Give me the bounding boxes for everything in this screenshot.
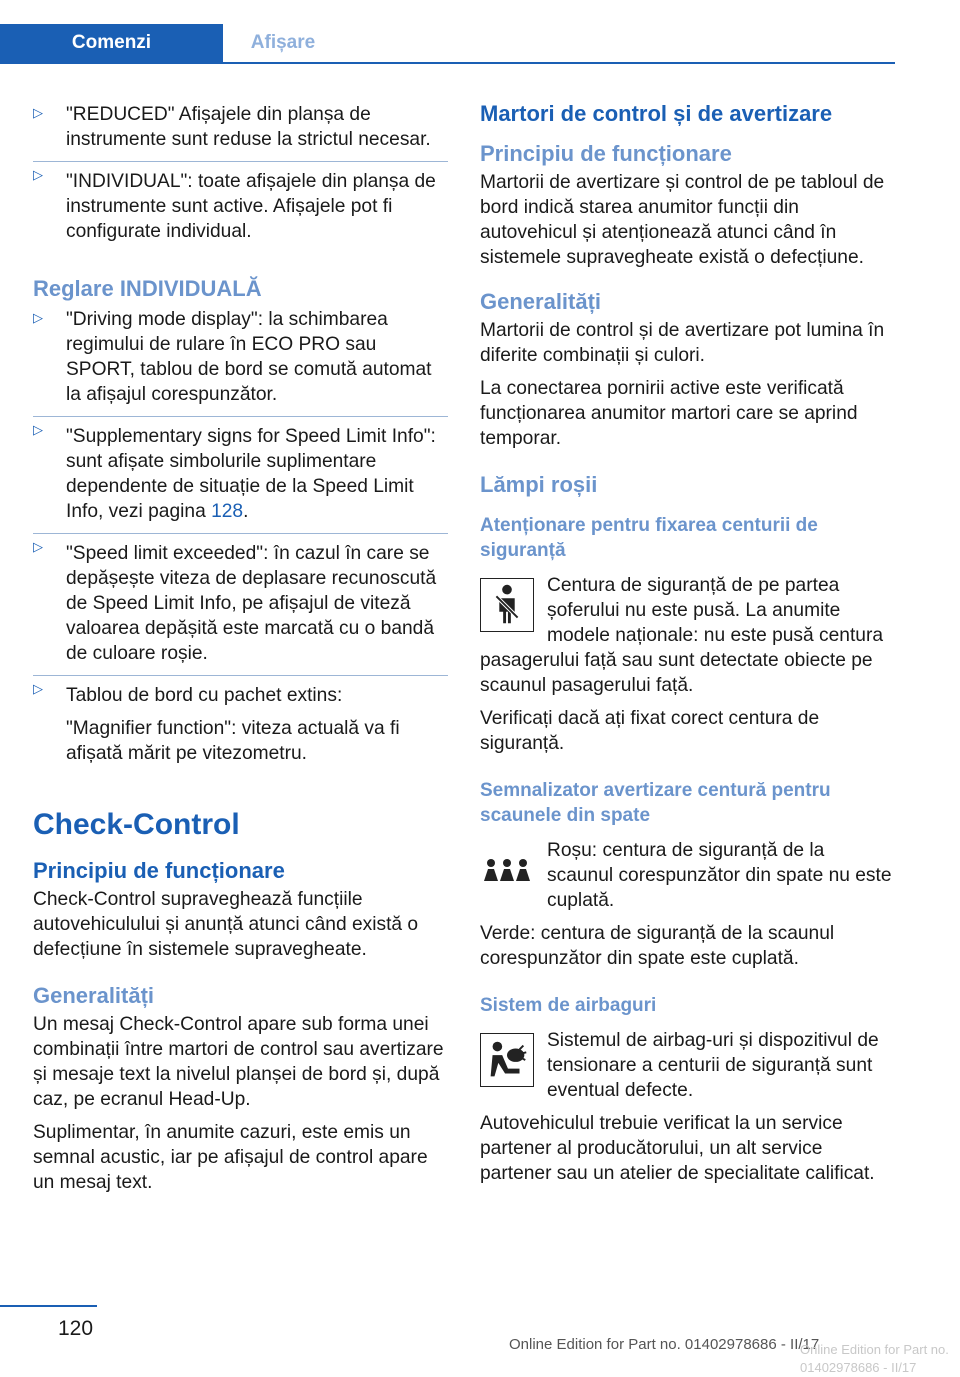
heading-generalitati: Generalități [33, 983, 155, 1008]
paragraph: Roșu: centura de siguranță de la scaunul corespunzător din spate nu este cuplată. [547, 840, 892, 911]
seatbelt-warning-block [480, 573, 895, 648]
list-item-text: "Speed limit exceeded": în cazul în care se depășește viteza de deplasare recunoscută de Speed Limit Info, pe afișajul de viteză valoarea depășită este marcată cu o bandă de culoare roșie. [66, 543, 437, 664]
list-item-text: "INDIVIDUAL": toate afișajele din planșa de instrumente sunt active. Afișajele pot fi configurate individual. [66, 171, 436, 242]
list-item-text: "Supplementary signs for Speed Limit Info": sunt afișate simbolurile suplimentare dependente de situație de la Speed Limit Info, vezi pagina [66, 426, 436, 522]
list-item-text: Tablou de bord cu pachet extins: [66, 685, 343, 706]
page-link[interactable]: 128 [211, 501, 244, 522]
airbag-icon [480, 1033, 534, 1087]
paragraph: Centura de siguranță de pe partea șoferului nu este pusă. La anumite modele naționale: nu este pusă centura [547, 575, 884, 646]
tab-comenzi[interactable]: Comenzi [0, 24, 223, 62]
heading-principiu-right: Principiu de funcționare [480, 141, 732, 166]
bullet-triangle-icon: ▷ [33, 681, 43, 696]
heading-check-control: Check-Control [33, 808, 240, 841]
left-column [33, 100, 448, 1203]
list-item-text: "Driving mode display": la schimbarea regimului de rulare în ECO PRO sau SPORT, tablou de bord se comută automat la afișajul corespunzător. [66, 309, 432, 405]
bullet-triangle-icon: ▷ [33, 167, 43, 182]
heading-generalitati-right: Generalități [480, 289, 602, 314]
heading-principiu: Principiu de funcționare [33, 858, 285, 883]
heading-semnalizator: Semnalizator avertizare centură pentru scaunele din spate [480, 780, 831, 826]
list-item-text: "REDUCED" Afișajele din planșa de instrumente sunt reduse la strictul necesar. [66, 104, 431, 150]
paragraph: Un mesaj Check-Control apare sub forma unei combinații între martori de control sau avertizare și mesaje text la nivelul planșei de bord și, după caz, pe ecranul Head-Up. [33, 1014, 444, 1110]
rear-seatbelt-icon [480, 843, 534, 897]
list-item [33, 161, 448, 253]
airbag-block [480, 1028, 895, 1103]
bullet-triangle-icon: ▷ [33, 422, 43, 437]
paragraph: pasagerului față sau sunt detectate obiecte pe scaunul pasagerului față. [480, 650, 873, 696]
list-item [33, 533, 448, 675]
paragraph: Check-Control supraveghează funcțiile autovehiculului și anunță atunci când există o defecțiune în sistemele supravegheate. [33, 889, 419, 960]
list-item [33, 675, 448, 775]
heading-centura: Atenționare pentru fixarea centurii de siguranță [480, 515, 818, 561]
bullet-triangle-icon: ▷ [33, 105, 43, 120]
paragraph: Martorii de avertizare și control de pe tabloul de bord indică starea anumitor funcții din autovehicul și atenționează atunci când în sistemele supravegheate există o defecțiune. [480, 172, 885, 268]
header-tab-bar [0, 24, 895, 64]
list-item-subtext: "Magnifier function": viteza actuală va fi afișată mărit pe vitezometru. [66, 718, 400, 764]
list-item-text-end: . [243, 501, 249, 522]
paragraph: Verde: centura de siguranță de la scaunul corespunzător din spate este cuplată. [480, 923, 835, 969]
page-number: 120 [58, 1317, 94, 1340]
heading-lampi-rosii: Lămpi roșii [480, 472, 598, 497]
right-column [480, 100, 895, 1194]
heading-reglare-individuala: Reglare INDIVIDUALĂ [33, 276, 262, 301]
watermark: Online Edition for Part no. 01402978686 - II/17 [800, 1342, 949, 1375]
bullet-triangle-icon: ▷ [33, 310, 43, 325]
paragraph: Sistemul de airbag-uri și dispozitivul de tensionare a centurii de siguranță sunt eventual defecte. [547, 1030, 879, 1101]
paragraph: Suplimentar, în anumite cazuri, este emis un semnal acustic, iar pe afișajul de control apare un mesaj text. [33, 1122, 428, 1193]
bullet-triangle-icon: ▷ [33, 539, 43, 554]
paragraph: La conectarea pornirii active este verificată funcționarea anumitor martori care se aprind temporar. [480, 378, 858, 449]
list-item [33, 416, 448, 533]
list-item [33, 100, 448, 161]
footer-rule [0, 1305, 97, 1307]
heading-airbag: Sistem de airbaguri [480, 995, 657, 1016]
rear-seatbelt-block [480, 838, 895, 913]
paragraph: Autovehiculul trebuie verificat la un service partener al producătorului, un alt service partener sau un atelier de specialitate calificat. [480, 1113, 875, 1184]
list-item [33, 305, 448, 416]
tab-afisare[interactable]: Afișare [250, 32, 316, 53]
paragraph: Verificați dacă ați fixat corect centura de siguranță. [480, 708, 820, 754]
seatbelt-warning-icon [480, 578, 534, 632]
edition-note: Online Edition for Part no. 01402978686 - II/17 [509, 1336, 820, 1353]
heading-martori: Martori de control și de avertizare [480, 101, 833, 126]
paragraph: Martorii de control și de avertizare pot lumina în diferite combinații și culori. [480, 320, 885, 366]
